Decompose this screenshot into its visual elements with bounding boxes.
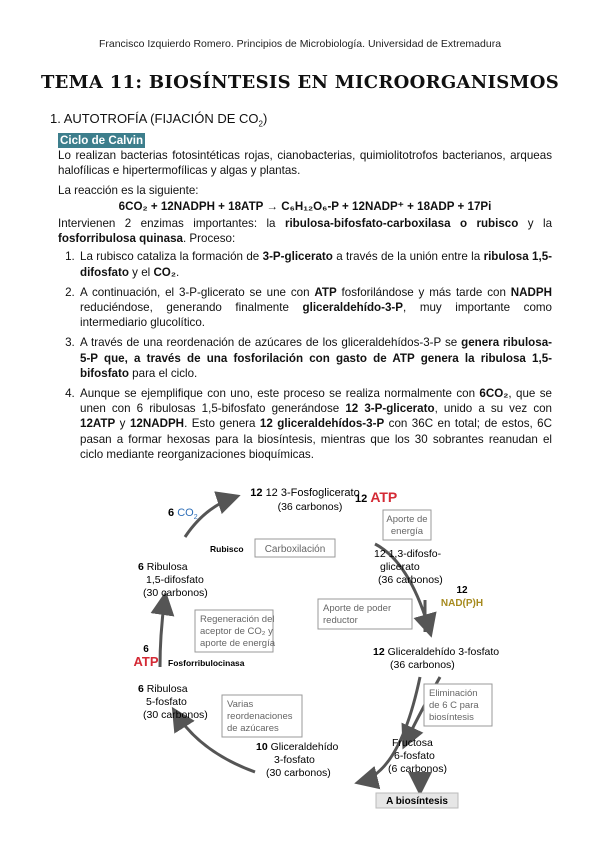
node-fructose: Fructosa: [392, 737, 433, 749]
svg-text:(36 carbonos): (36 carbonos): [390, 659, 455, 671]
svg-text:biosíntesis: biosíntesis: [429, 712, 474, 723]
atp6-input: 6: [143, 644, 149, 655]
svg-text:5-fosfato: 5-fosfato: [146, 696, 187, 708]
svg-text:(30 carbonos): (30 carbonos): [266, 767, 331, 779]
svg-text:Carboxilación: Carboxilación: [264, 544, 326, 555]
reaction-intro: La reacción es la siguiente:: [58, 183, 199, 197]
reaction-equation: 6CO₂ + 12NADPH + 18ATP → C₆H₁₂O₆-P + 12NADP⁺ + 18ADP + 17Pi: [118, 199, 492, 213]
svg-text:(36 carbonos): (36 carbonos): [378, 574, 443, 586]
svg-text:reductor: reductor: [323, 615, 358, 626]
calvin-cycle-diagram: [0, 482, 600, 812]
node-rubp: 6 Ribulosa: [138, 561, 188, 573]
node-13bpg: 12 1,3-difosfo-: [374, 548, 442, 560]
fosforribulocinasa-label: Fosforribulocinasa: [168, 658, 245, 668]
svg-text:Aporte de: Aporte de: [386, 514, 428, 525]
step-item: 4. Aunque se ejemplifique con uno, este proceso se realiza normalmente con 6CO₂, que se unen con 6 ribulosas 1,5-bifosfato generándose 12 3-P-glicerato, unido a su vez con 12ATP y 12NADPH. Esto genera 12 gliceraldehídos-3-P con 36C en total; de estos, 6C pasan a formar hexosas para la biosíntesis, mientras que los 30 sobrantes reanudan el ciclo mediante reorganizaciones bioquímicas.: [78, 386, 552, 462]
svg-text:(36 carbonos): (36 carbonos): [277, 501, 343, 513]
svg-text:aporte de energía: aporte de energía: [200, 638, 276, 649]
svg-text:3-fosfato: 3-fosfato: [274, 754, 315, 766]
svg-text:aceptor de CO₂ y: aceptor de CO₂ y: [200, 626, 273, 637]
node-3pg: 12 12 3-Fosfoglicerato: [250, 487, 360, 499]
svg-text:Aporte de poder: Aporte de poder: [323, 603, 392, 614]
step-item: 1. La rubisco cataliza la formación de 3-P-glicerato a través de la unión entre la ribulosa 1,5-difosfato y el CO₂.: [78, 249, 552, 279]
svg-text:energía: energía: [390, 526, 424, 537]
svg-text:Varias: Varias: [227, 699, 254, 710]
enzymes-paragraph: Intervienen 2 enzimas importantes: la ribulosa-bifosfato-carboxilasa o rubisco y la fosforribulosa quinasa. Proceso:: [58, 217, 553, 246]
svg-text:de azúcares: de azúcares: [227, 723, 279, 734]
svg-text:(30 carbonos): (30 carbonos): [143, 709, 208, 721]
page-title: TEMA 11: BIOSÍNTESIS EN MICROORGANISMOS: [40, 72, 560, 93]
step-item: 2. A continuación, el 3-P-glicerato se une con ATP fosforilándose y más tarde con NADPH reduciéndose, generando finalmente gliceraldehído-3-P, muy importante como intermediario glucolítico.: [78, 285, 552, 331]
svg-text:reordenaciones: reordenaciones: [227, 711, 293, 722]
svg-text:Eliminación: Eliminación: [429, 688, 478, 699]
calvin-label: Ciclo de Calvin: [60, 134, 144, 147]
rubisco-label: Rubisco: [210, 544, 244, 554]
nadph-input: 12: [456, 585, 468, 596]
svg-text:NAD(P)H: NAD(P)H: [440, 598, 484, 609]
arrow-left-up: [160, 597, 165, 667]
svg-text:(6 carbonos): (6 carbonos): [388, 763, 447, 775]
section-heading: 1. AUTOTROFÍA (FIJACIÓN DE $CO_2$): [50, 111, 268, 129]
svg-text:1,5-difosfato: 1,5-difosfato: [146, 574, 204, 586]
svg-text:ATP: ATP: [133, 654, 159, 669]
process-steps: [58, 249, 552, 462]
svg-text:de 6 C para: de 6 C para: [429, 700, 479, 711]
atp12-input: 12 ATP: [355, 489, 398, 505]
node-g3p-12: 12 Gliceraldehído 3-fosfato: [373, 646, 500, 658]
svg-text:6-fosfato: 6-fosfato: [394, 750, 435, 762]
step-item: 3. A través de una reordenación de azúcares de los gliceraldehídos-3-P se genera ribulosa-5-P que, a través de una fosforilación con gasto de ATP genera la ribulosa 1,5-bifosfato para el ciclo.: [78, 335, 552, 381]
page-header: Francisco Izquierdo Romero. Principios de Microbiología. Universidad de Extremadura: [98, 38, 502, 50]
content-body: [58, 133, 552, 467]
svg-text:(30 carbonos): (30 carbonos): [143, 587, 208, 599]
co2-input: 6 $CO_2$: [168, 507, 198, 521]
svg-text:Regeneración del: Regeneración del: [200, 614, 275, 625]
node-ru5p: 6 Ribulosa: [138, 683, 188, 695]
calvin-intro: Lo realizan bacterias fotosintéticas rojas, cianobacterias, quimiolitotrofos bacterianos, arqueas halofílicas e hipertermofílicas y algas y plantas.: [58, 149, 552, 178]
svg-text:glicerato: glicerato: [380, 561, 420, 573]
svg-text:A biosíntesis: A biosíntesis: [386, 796, 448, 807]
node-g3p-10: 10 Gliceraldehído: [256, 741, 339, 753]
